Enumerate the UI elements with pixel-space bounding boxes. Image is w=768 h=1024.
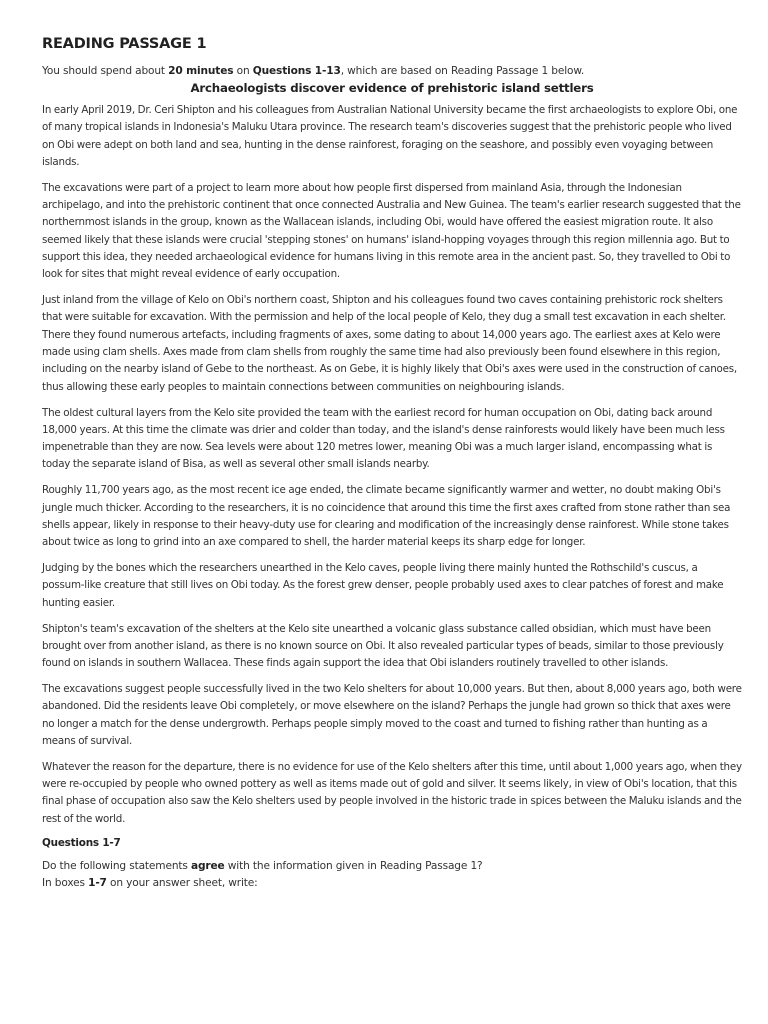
paragraph-5: Roughly 11,700 years ago, as the most recent ice age ended, the climate became significantly warmer and wetter, no doubt making Obi's jungle much thicker. According to the researchers, it is no coincidence that around this time the first axes crafted from stone rather than sea shells appear, likely in response to their heavy-duty use for clearing and modification of the increasingly dense rainforest. While stone takes about twice as long to grind into an axe compared to shell, the harder material keeps its sharp edge for longer. — [42, 484, 731, 549]
paragraph-4: The oldest cultural layers from the Kelo site provided the team with the earliest record for human occupation on Obi, dating back around 18,000 years. At this time the climate was drier and colder than today, and the island's dense rainforests would likely have been much less impenetrable than they are now. Sea levels were about 120 metres lower, meaning Obi was a much larger island, encompassing what is today the separate island of Bisa, as well as several other small islands nearby. — [42, 406, 725, 471]
paragraph-9: Whatever the reason for the departure, there is no evidence for use of the Kelo shelters after this time, until about 1,000 years ago, when they were re-occupied by people who owned pottery as well as items made out of gold and silver. It seems likely, in view of Obi's location, that this final phase of occupation also saw the Kelo shelters used by people involved in the historic trade in spices between the Maluku islands and the rest of the world. — [42, 760, 742, 825]
intro-time: 20 minutes — [168, 65, 234, 77]
instruction-line-1 — [42, 858, 742, 875]
intro-mid: on — [233, 65, 253, 77]
intro-pre: You should spend about — [42, 65, 169, 77]
instruction-line-2 — [42, 875, 742, 892]
passage-heading: READING PASSAGE 1 — [42, 36, 207, 52]
paragraph-6: Judging by the bones which the researchers unearthed in the Kelo caves, people living there mainly hunted the Rothschild's cuscus, a possum-like creature that still lives on Obi today. As the forest grew denser, people probably used axes to clear patches of forest and make hunting easier. — [42, 562, 724, 609]
intro-questions: Questions 1-13 — [252, 65, 341, 77]
instr1-bold: agree — [190, 859, 225, 872]
paragraph-3: Just inland from the village of Kelo on Obi's northern coast, Shipton and his colleagues found two caves containing prehistoric rock shelters that were suitable for excavation. With the permission and help of the local people of Kelo, they dug a small test excavation in each shelter. There they found numerous artefacts, including fragments of axes, some dating to about 14,000 years ago. The earliest axes at Kelo were made using clam shells. Axes made from clam shells from roughly the same time had also previously been found elsewhere in this region, including on the nearby island of Gebe to the northeast. As on Gebe, it is highly likely that Obi's axes were used in the construction of canoes, thus allowing these early peoples to maintain connections between communities on neighbouring islands. — [42, 294, 737, 393]
time-instruction — [42, 63, 742, 79]
instr2-pre: In boxes — [42, 876, 89, 889]
instr2-post: on your answer sheet, write: — [106, 876, 258, 889]
instr1-pre: Do the following statements — [42, 859, 191, 872]
instr2-bold: 1-7 — [88, 876, 107, 889]
intro-post: , which are based on Reading Passage 1 below. — [340, 65, 585, 77]
instr1-post: with the information given in Reading Passage 1? — [224, 859, 483, 872]
paragraph-2: The excavations were part of a project to learn more about how people first dispersed from mainland Asia, through the Indonesian archipelago, and into the prehistoric continent that once connected Australia and New Guinea. The team's earlier research suggested that the northernmost islands in the group, known as the Wallacean islands, including Obi, would have offered the easiest migration route. It also seemed likely that these islands were crucial 'stepping stones' on humans' island-hopping voyages through this region millennia ago. But to support this idea, they needed archaeological evidence for humans living in this remote area in the ancient past. So, they travelled to Obi to look for sites that might reveal evidence of early occupation. — [42, 181, 741, 281]
paragraph-8: The excavations suggest people successfully lived in the two Kelo shelters for about 10,000 years. But then, about 8,000 years ago, both were abandoned. Did the residents leave Obi completely, or move elsewhere on the island? Perhaps the jungle had grown so thick that axes were no longer a match for the dense undergrowth. Perhaps people simply moved to the coast and turned to fishing rather than hunting as a means of survival. — [42, 683, 742, 747]
passage-title: Archaeologists discover evidence of prehistoric island settlers — [190, 81, 594, 95]
paragraph-1: In early April 2019, Dr. Ceri Shipton and his colleagues from Australian National University became the first archaeologists to explore Obi, one of many tropical islands in Indonesia's Maluku Utara province. The research team's discoveries suggest that the prehistoric people who lived on Obi were adept on both land and sea, hunting in the dense rainforest, foraging on the seashore, and possibly even voyaging between islands. — [42, 104, 738, 168]
questions-heading: Questions 1-7 — [42, 836, 121, 849]
paragraph-7: Shipton's team's excavation of the shelters at the Kelo site unearthed a volcanic glass substance called obsidian, which must have been brought over from another island, as there is no known source on Obi. It also revealed particular types of beads, similar to those previously found on islands in southern Wallacea. These finds again support the idea that Obi islanders routinely travelled to other islands. — [42, 622, 724, 670]
